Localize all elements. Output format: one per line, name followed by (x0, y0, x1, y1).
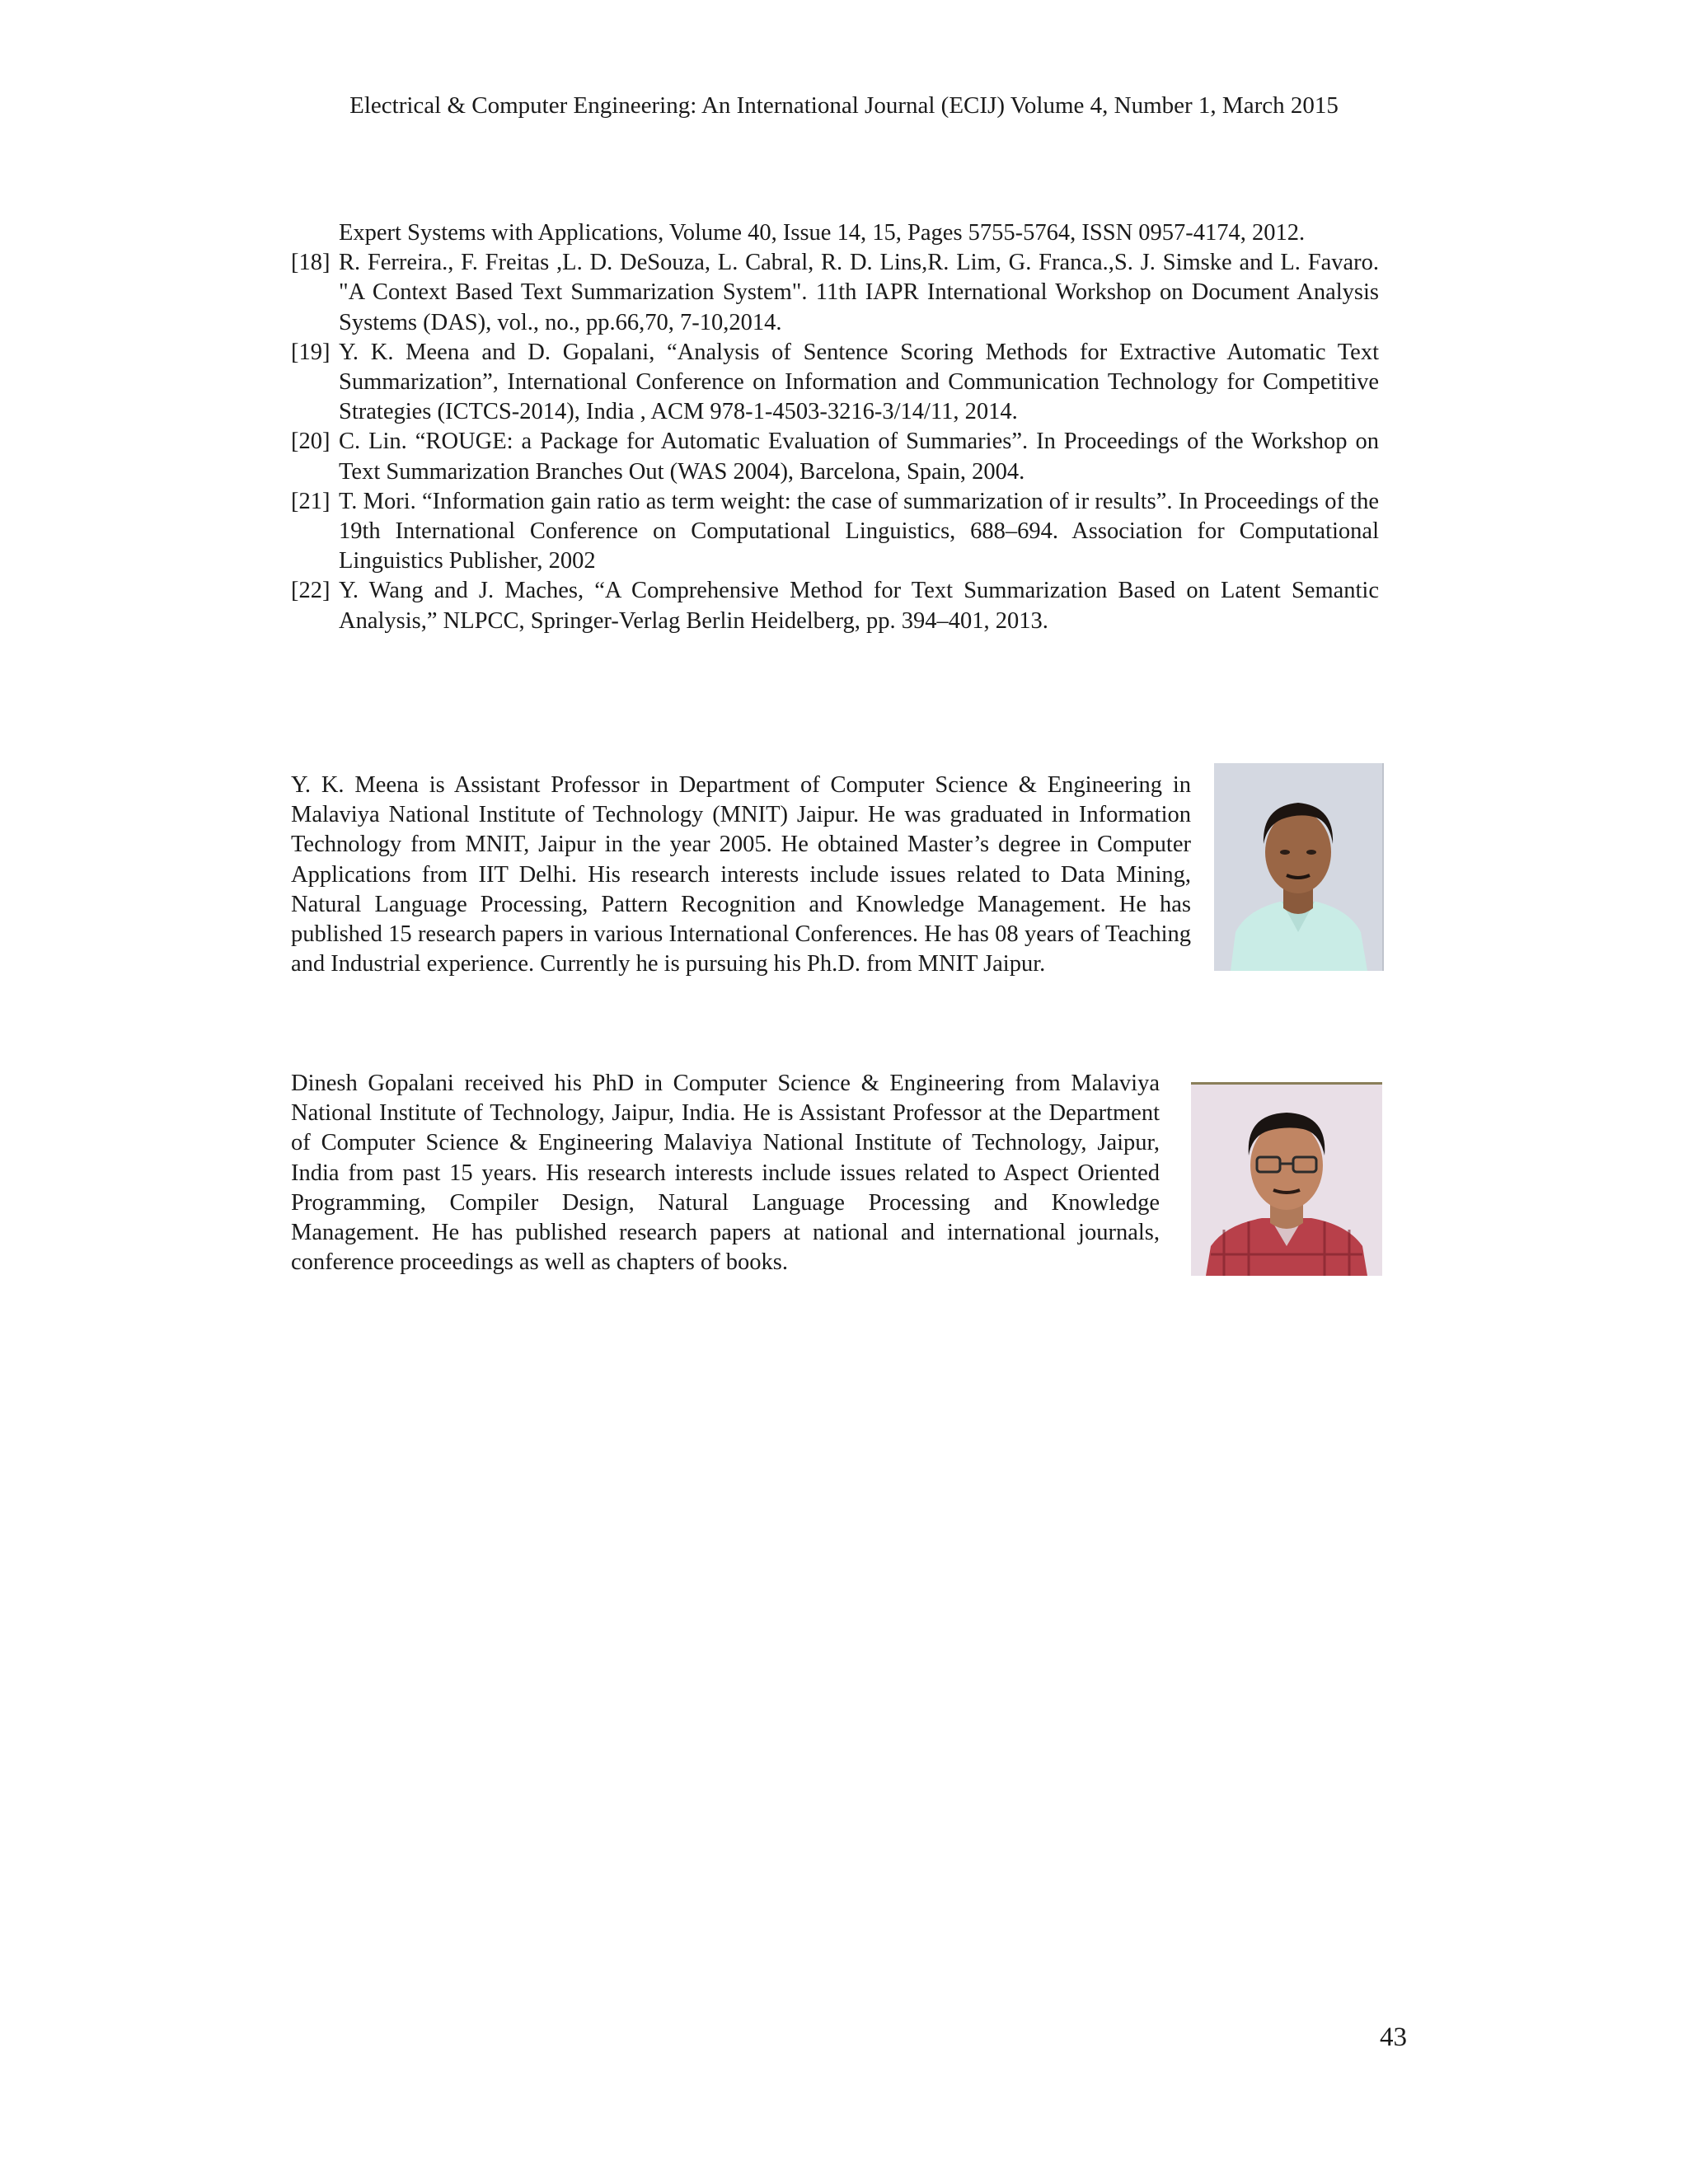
reference-text: R. Ferreira., F. Freitas ,L. D. DeSouza, L. Cabral, R. D. Lins,R. Lim, G. Franca.,S. J. Simske and L. Favaro. "A Context Based Text Summarization System". 11th IAPR International Workshop on Document Analysis Systems (DAS), vol., no., pp.66,70, 7-10,2014. (339, 250, 1379, 335)
reference-item (291, 338, 1379, 428)
reference-item (291, 427, 1379, 486)
reference-text: Y. Wang and J. Maches, “A Comprehensive Method for Text Summarization Based on Latent Semantic Analysis,” NLPCC, Springer-Verlag Berlin Heidelberg, pp. 394–401, 2013. (339, 578, 1379, 634)
reference-number: [20] (291, 429, 331, 455)
reference-text: C. Lin. “ROUGE: a Package for Automatic Evaluation of Summaries”. In Proceedings of the Workshop on Text Summarization Branches Out (WAS 2004), Barcelona, Spain, 2004. (339, 429, 1379, 485)
author-photo-gopalani (1191, 1082, 1382, 1276)
reference-number: [22] (291, 578, 331, 604)
reference-text: T. Mori. “Information gain ratio as term weight: the case of summarization of ir results”. In Proceedings of the 19th International Conference on Computational Linguistics, 688–694. Association for Computational Linguistics Publisher, 2002 (339, 488, 1379, 574)
author-bio-meena: Y. K. Meena is Assistant Professor in Department of Computer Science & Engineering in Malaviya National Institute of Technology (MNIT) Jaipur. He was graduated in Information Technology from MNIT, Jaipur in the year 2005. He obtained Master’s degree in Computer Applications from IIT Delhi. His research interests include issues related to Data Mining, Natural Language Processing, Pattern Recognition and Knowledge Management. He has published 15 research papers in various International Conferences. He has 08 years of Teaching and Industrial experience. Currently he is pursuing his Ph.D. from MNIT Jaipur. (291, 772, 1191, 977)
reference-item (291, 487, 1379, 577)
reference-item (291, 248, 1379, 338)
reference-number: [18] (291, 250, 331, 276)
author-bio-gopalani: Dinesh Gopalani received his PhD in Computer Science & Engineering from Malaviya National Institute of Technology, Jaipur, India. He is Assistant Professor at the Department of Computer Science & Engineering Malaviya National Institute of Technology, Jaipur, India from past 15 years. His research interests include issues related to Aspect Oriented Programming, Compiler Design, Natural Language Processing and Knowledge Management. He has published research papers at national and international journals, conference proceedings as well as chapters of books. (291, 1071, 1160, 1276)
running-header: Electrical & Computer Engineering: An International Journal (ECIJ) Volume 4, Number 1, March 2015 (349, 92, 1339, 119)
reference-text: Y. K. Meena and D. Gopalani, “Analysis of Sentence Scoring Methods for Extractive Automatic Text Summarization”, International Conference on Information and Communication Technology for Competitive Strategies (ICTCS-2014), India , ACM 978-1-4503-3216-3/14/11, 2014. (339, 339, 1379, 425)
reference-list (291, 218, 1379, 636)
page-number: 43 (1380, 2022, 1407, 2052)
reference-number: [19] (291, 339, 331, 365)
reference-continuation: Expert Systems with Applications, Volume 40, Issue 14, 15, Pages 5755-5764, ISSN 0957-4174, 2012. (339, 220, 1306, 246)
reference-item (291, 576, 1379, 635)
reference-number: [21] (291, 488, 331, 514)
author-photo-meena (1214, 763, 1384, 971)
